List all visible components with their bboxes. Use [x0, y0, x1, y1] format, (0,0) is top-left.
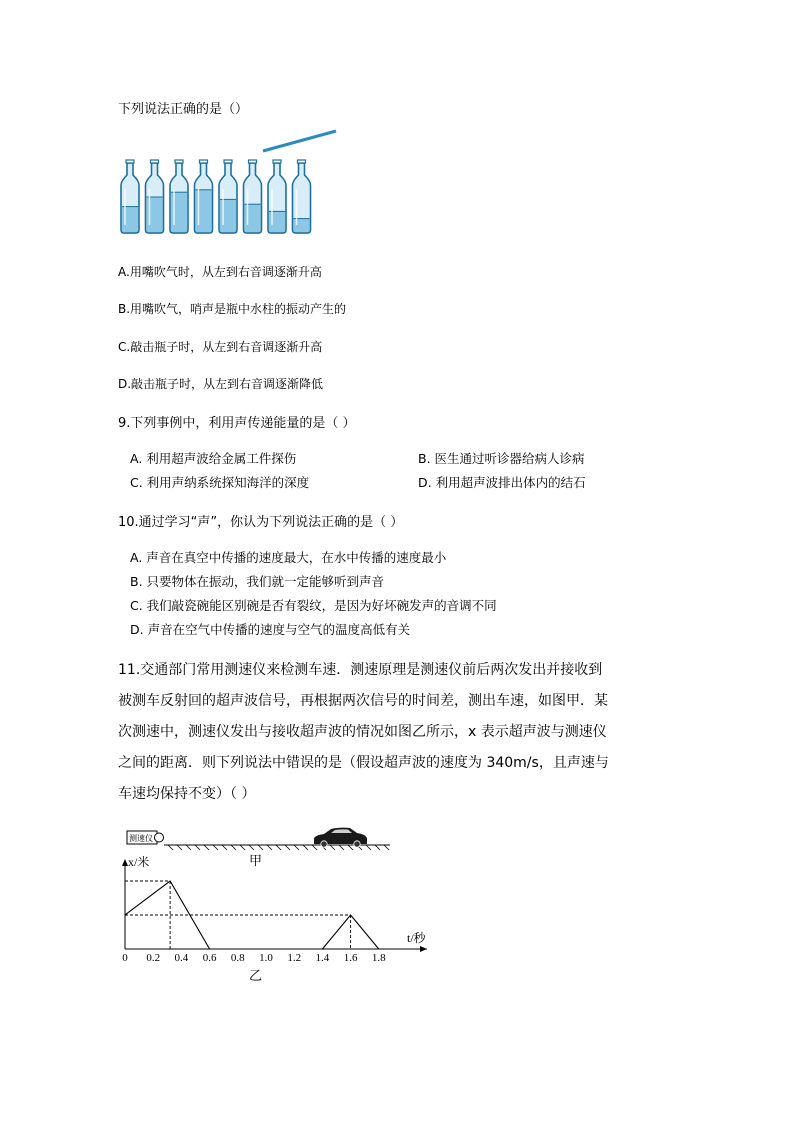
x-tick-label: 1.2 [287, 952, 302, 964]
q10-option-d: D. 声音在空气中传播的速度与空气的温度高低有关 [130, 622, 411, 637]
q8-option-d: D.敲击瓶子时，从左到右音调逐渐降低 [118, 377, 324, 391]
q9-option-a: A. 利用超声波给金属工件探伤 [130, 451, 297, 466]
x-tick-label: 1.4 [315, 952, 330, 964]
bottle-5 [219, 160, 237, 233]
x-tick-label: 1.6 [343, 952, 358, 964]
y-axis-label: x/米 [128, 855, 150, 869]
q10-option-a: A. 声音在真空中传播的速度最大，在水中传播的速度最小 [130, 550, 447, 565]
q8-option-b: B.用嘴吹气，哨声是瓶中水柱的振动产生的 [118, 302, 347, 316]
q11-stem [118, 655, 678, 810]
x-tick-label: 0 [122, 952, 128, 964]
x-tick-label: 0.8 [230, 952, 245, 964]
q9-stem: 9.下列事例中，利用声传递能量的是（ ） [118, 416, 356, 431]
q11-line: 之间的距离．则下列说法中错误的是（假设超声波的速度为 340m/s，且声速与 [118, 755, 609, 771]
x-tick-label: 1.8 [371, 952, 386, 964]
q8-stem: 下列说法正确的是（） [118, 102, 249, 117]
bottle-1 [121, 160, 139, 233]
x-axis-label: t/秒 [407, 931, 426, 945]
q10-option-c: C. 我们敲瓷碗能区别碗是否有裂纹，是因为好坏碗发声的音调不同 [130, 598, 497, 613]
bottle-2 [146, 160, 164, 233]
bottle-7 [268, 160, 286, 233]
q8-option-a: A.用嘴吹气时，从左到右音调逐渐升高 [118, 265, 322, 279]
bottles-figure [118, 125, 348, 237]
q10-stem: 10.通过学习“声”，你认为下列说法正确的是（ ） [118, 515, 404, 530]
bottle-row [121, 160, 311, 233]
figure-yi-caption: 乙 [249, 968, 263, 983]
x-tick-label: 0.2 [146, 952, 161, 964]
q9-option-c: C. 利用声纳系统探知海洋的深度 [130, 475, 310, 490]
q11-line: 11.交通部门常用测速仪来检测车速．测速原理是测速仪前后两次发出并接收到 [118, 662, 603, 678]
x-tick-label: 0.4 [174, 952, 189, 964]
x-tick-label: 0.6 [202, 952, 217, 964]
q11-line: 车速均保持不变）（ ） [118, 786, 256, 802]
bottle-8 [293, 160, 311, 233]
figure-yi-chart [112, 853, 437, 985]
q10-option-b: B. 只要物体在振动，我们就一定能够听到声音 [130, 574, 385, 589]
bottle-3 [170, 160, 188, 233]
q8-option-c: C.敲击瓶子时，从左到右音调逐渐升高 [118, 340, 323, 354]
car-icon [314, 828, 367, 848]
dashed-guides [125, 881, 351, 949]
x-tick-labels [122, 952, 386, 964]
straw-line [263, 131, 336, 151]
speed-gun-label: 测速仪 [129, 834, 153, 843]
x-tick-label: 1.0 [259, 952, 273, 964]
speed-gun-lens [155, 833, 164, 842]
q9-option-b: B. 医生通过听诊器给病人诊病 [418, 451, 585, 466]
q11-line: 次测速中，测速仪发出与接收超声波的情况如图乙所示，x 表示超声波与测速仪 [118, 724, 607, 740]
q11-line: 被测车反射回的超声波信号，再根据两次信号的时间差，测出车速，如图甲．某 [118, 693, 608, 709]
x-axis-arrow [420, 946, 427, 952]
figure-jia-caption: 甲 [249, 853, 263, 868]
bottle-4 [195, 160, 213, 233]
bottle-6 [244, 160, 262, 233]
q9-option-d: D. 利用超声波排出体内的结石 [418, 475, 586, 490]
